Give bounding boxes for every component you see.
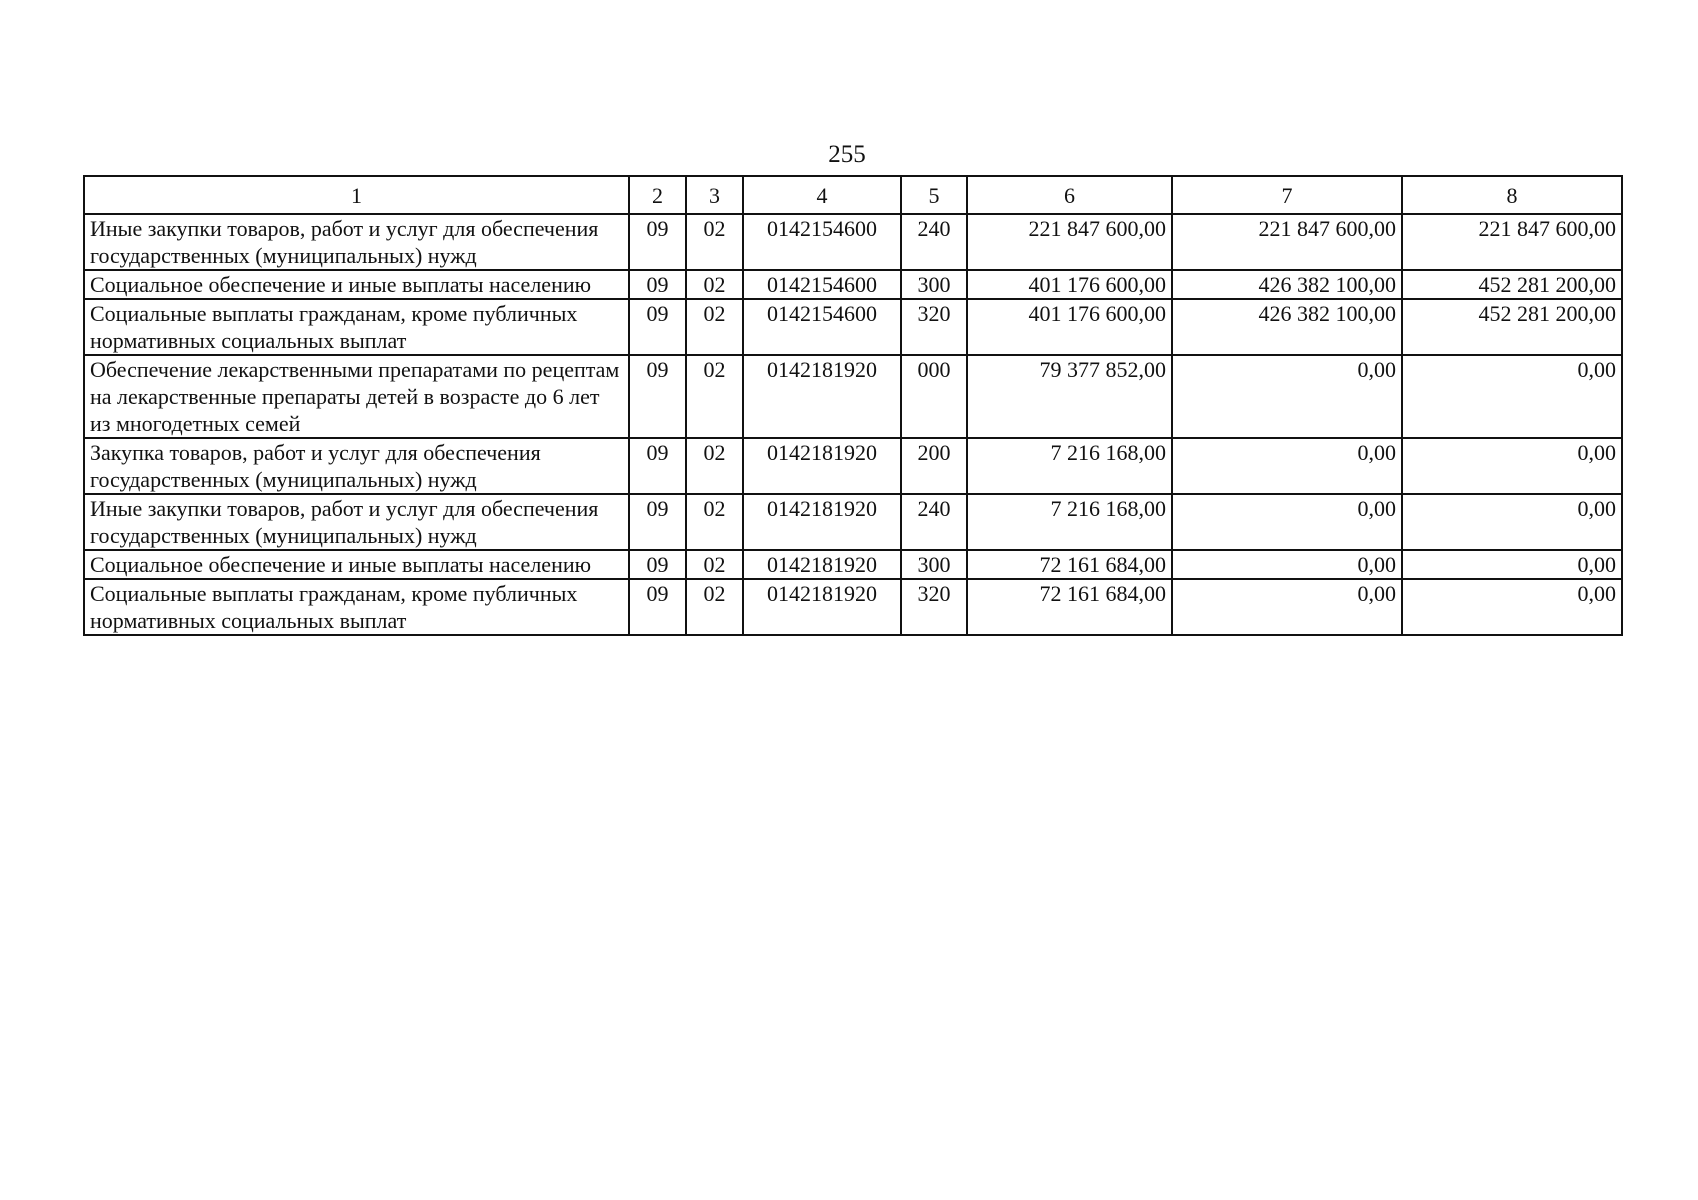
amount-year1: 79 377 852,00 <box>967 355 1172 438</box>
subsection-code: 02 <box>686 494 743 550</box>
subsection-code: 02 <box>686 355 743 438</box>
row-name: Иные закупки товаров, работ и услуг для обеспечения государственных (муниципальных) нужд <box>84 214 629 270</box>
target-code: 0142154600 <box>743 299 901 355</box>
amount-year3: 0,00 <box>1402 438 1622 494</box>
type-code: 000 <box>901 355 967 438</box>
section-code: 09 <box>629 438 686 494</box>
row-name: Социальные выплаты гражданам, кроме публичных нормативных социальных выплат <box>84 299 629 355</box>
row-name: Социальное обеспечение и иные выплаты населению <box>84 270 629 299</box>
amount-year1: 401 176 600,00 <box>967 270 1172 299</box>
amount-year2: 426 382 100,00 <box>1172 270 1402 299</box>
budget-table <box>83 175 1623 636</box>
target-code: 0142154600 <box>743 270 901 299</box>
amount-year2: 0,00 <box>1172 550 1402 579</box>
amount-year1: 72 161 684,00 <box>967 579 1172 635</box>
table-row <box>84 299 1622 355</box>
row-name: Иные закупки товаров, работ и услуг для обеспечения государственных (муниципальных) нужд <box>84 494 629 550</box>
amount-year3: 0,00 <box>1402 494 1622 550</box>
amount-year1: 7 216 168,00 <box>967 438 1172 494</box>
type-code: 240 <box>901 494 967 550</box>
section-code: 09 <box>629 214 686 270</box>
header-cell-6: 6 <box>967 176 1172 214</box>
amount-year1: 72 161 684,00 <box>967 550 1172 579</box>
target-code: 0142181920 <box>743 579 901 635</box>
target-code: 0142181920 <box>743 550 901 579</box>
table-row <box>84 355 1622 438</box>
row-name: Закупка товаров, работ и услуг для обеспечения государственных (муниципальных) нужд <box>84 438 629 494</box>
section-code: 09 <box>629 355 686 438</box>
page-number <box>0 140 1698 170</box>
subsection-code: 02 <box>686 299 743 355</box>
amount-year2: 221 847 600,00 <box>1172 214 1402 270</box>
section-code: 09 <box>629 550 686 579</box>
type-code: 320 <box>901 579 967 635</box>
section-code: 09 <box>629 299 686 355</box>
amount-year2: 426 382 100,00 <box>1172 299 1402 355</box>
amount-year3: 452 281 200,00 <box>1402 270 1622 299</box>
table-row <box>84 550 1622 579</box>
subsection-code: 02 <box>686 579 743 635</box>
header-cell-8: 8 <box>1402 176 1622 214</box>
table-header <box>84 176 1622 214</box>
amount-year3: 0,00 <box>1402 355 1622 438</box>
amount-year3: 0,00 <box>1402 550 1622 579</box>
subsection-code: 02 <box>686 438 743 494</box>
table-row <box>84 494 1622 550</box>
type-code: 300 <box>901 270 967 299</box>
table-row <box>84 214 1622 270</box>
table-row <box>84 438 1622 494</box>
table-row <box>84 579 1622 635</box>
type-code: 320 <box>901 299 967 355</box>
subsection-code: 02 <box>686 214 743 270</box>
amount-year2: 0,00 <box>1172 438 1402 494</box>
page-number-text: 255 <box>828 141 866 168</box>
header-cell-7: 7 <box>1172 176 1402 214</box>
section-code: 09 <box>629 579 686 635</box>
header-cell-5: 5 <box>901 176 967 214</box>
type-code: 300 <box>901 550 967 579</box>
header-cell-4: 4 <box>743 176 901 214</box>
header-cell-2: 2 <box>629 176 686 214</box>
amount-year1: 401 176 600,00 <box>967 299 1172 355</box>
section-code: 09 <box>629 270 686 299</box>
amount-year1: 221 847 600,00 <box>967 214 1172 270</box>
header-cell-1: 1 <box>84 176 629 214</box>
target-code: 0142181920 <box>743 494 901 550</box>
target-code: 0142181920 <box>743 438 901 494</box>
table-body <box>84 214 1622 635</box>
amount-year3: 0,00 <box>1402 579 1622 635</box>
table-row <box>84 270 1622 299</box>
header-row <box>84 176 1622 214</box>
subsection-code: 02 <box>686 550 743 579</box>
amount-year2: 0,00 <box>1172 355 1402 438</box>
target-code: 0142181920 <box>743 355 901 438</box>
row-name: Социальные выплаты гражданам, кроме публичных нормативных социальных выплат <box>84 579 629 635</box>
subsection-code: 02 <box>686 270 743 299</box>
amount-year1: 7 216 168,00 <box>967 494 1172 550</box>
amount-year3: 452 281 200,00 <box>1402 299 1622 355</box>
type-code: 240 <box>901 214 967 270</box>
amount-year2: 0,00 <box>1172 494 1402 550</box>
row-name: Обеспечение лекарственными препаратами по рецептам на лекарственные препараты детей в возрасте до 6 лет из многодетных семей <box>84 355 629 438</box>
amount-year2: 0,00 <box>1172 579 1402 635</box>
row-name: Социальное обеспечение и иные выплаты населению <box>84 550 629 579</box>
amount-year3: 221 847 600,00 <box>1402 214 1622 270</box>
header-cell-3: 3 <box>686 176 743 214</box>
type-code: 200 <box>901 438 967 494</box>
target-code: 0142154600 <box>743 214 901 270</box>
section-code: 09 <box>629 494 686 550</box>
